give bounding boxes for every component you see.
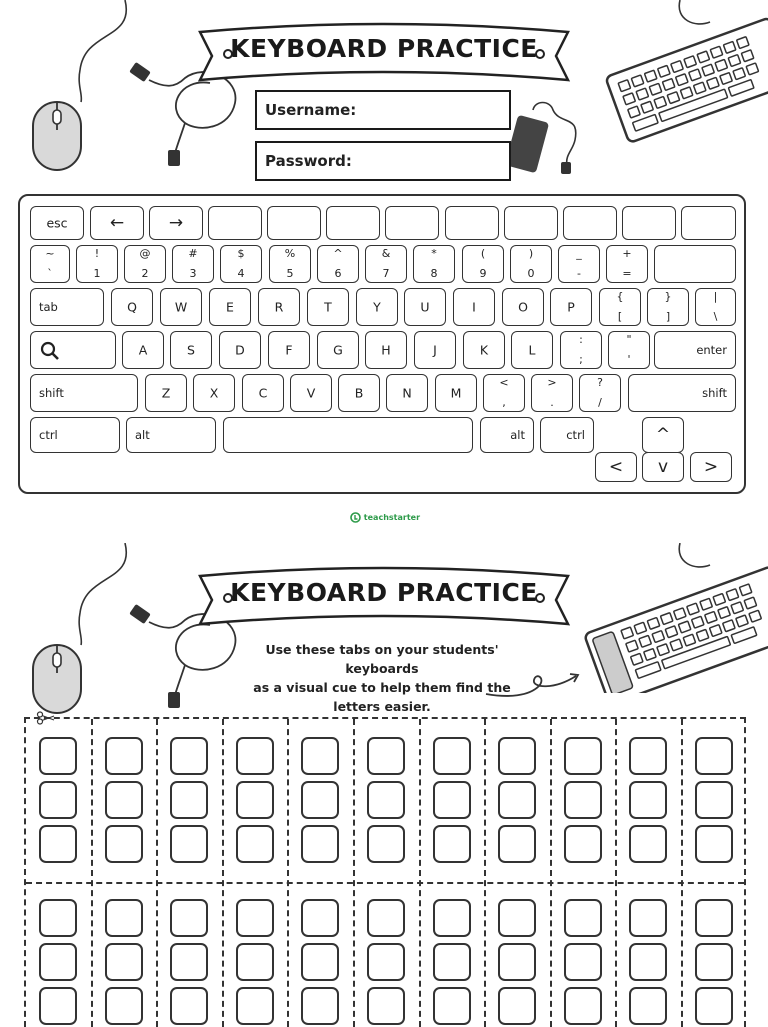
key-label: 4 [237,267,245,280]
key-label: 6 [334,267,342,280]
key-label: 9 [479,267,487,280]
key-label: ← [109,213,125,233]
teachstarter-logo: teachstarter [350,512,420,523]
key-tab-square [105,987,143,1025]
instructions-text: Use these tabs on your students' keyboards as a visual cue to help them find the letters easier. [253,642,511,714]
key-label: ctrl [566,428,585,442]
key-n [386,374,428,412]
key-label: : [579,333,583,346]
key-i [453,288,495,326]
key-tab-square [367,737,405,775]
key-label: R [274,299,284,315]
key-label: B [354,385,364,401]
password-label: Password: [265,152,352,170]
key-7 [365,245,407,283]
key-w [160,288,202,326]
key-lbracket [599,288,641,326]
key-label: F [285,342,293,358]
key-tab-square [629,825,667,863]
key-tab-square [695,987,733,1025]
key-equals [606,245,648,283]
key-f4 [385,206,439,240]
key-period [531,374,573,412]
key-j [414,331,456,369]
key-label: ctrl [39,428,58,442]
key-label: ] [665,310,671,323]
key-label: > [703,457,719,477]
key-tab-square [498,987,536,1025]
key-tab-square [301,943,339,981]
key-label: I [472,299,476,315]
key-label: X [209,385,219,401]
key-backspace [654,245,736,283]
key-tab-square [236,987,274,1025]
cut-line-vertical [615,719,617,1027]
keyboard-illustration-icon-bottom [580,543,768,693]
key-label: Q [127,299,137,315]
key-label: U [420,299,430,315]
key-tab-square [433,899,471,937]
key-tab-square [695,825,733,863]
key-3 [172,245,214,283]
key-tab-square [236,943,274,981]
hard-drive-icon [505,100,585,180]
key-x [193,374,235,412]
key-label: tab [39,300,58,314]
key-search [30,331,116,369]
key-alt-left [126,417,216,453]
key-label: ; [579,353,583,366]
key-backslash [695,288,736,326]
key-tab-square [39,781,77,819]
key-label: - [577,267,581,280]
key-label: W [174,299,188,315]
key-tab-square [564,737,602,775]
key-label: H [381,342,391,358]
key-f3 [326,206,380,240]
key-label: P [567,299,575,315]
key-tab-square [629,899,667,937]
key-label: 8 [430,267,438,280]
key-tab-square [695,781,733,819]
password-field[interactable] [255,141,511,181]
key-tab-square [564,987,602,1025]
key-label: enter [696,343,727,357]
key-tab-square [39,825,77,863]
key-f [268,331,310,369]
key-label: Y [373,299,381,315]
key-label: J [433,342,437,358]
key-enter [654,331,736,369]
search-icon [39,340,61,362]
key-tab [30,288,104,326]
key-label: G [333,342,343,358]
key-s [170,331,212,369]
key-label: O [518,299,528,315]
key-tab-square [367,825,405,863]
key-shift-left [30,374,138,412]
key-alt-right [480,417,534,453]
key-f9 [681,206,736,240]
key-q [111,288,153,326]
key-label: * [431,247,437,260]
username-label: Username: [265,101,357,119]
key-d [219,331,261,369]
mouse-icon [25,0,135,175]
key-label: ^ [655,425,671,445]
key-4 [220,245,262,283]
key-tab-square [564,899,602,937]
key-2 [124,245,166,283]
key-label: V [306,385,316,401]
key-label: < [608,457,624,477]
key-label: \ [713,310,718,323]
key-tab-square [695,737,733,775]
key-arrow-down [642,452,684,482]
key-9 [462,245,504,283]
keyboard-illustration-icon [600,0,768,150]
key-tab-square [629,737,667,775]
key-label: ) [528,247,534,260]
key-label: C [258,385,268,401]
key-1 [76,245,118,283]
key-label: 2 [141,267,149,280]
key-f1 [208,206,262,240]
key-tab-square [564,781,602,819]
key-ctrl-left [30,417,120,453]
key-u [404,288,446,326]
key-tab-square [433,943,471,981]
key-label: A [138,342,148,358]
key-b [338,374,380,412]
key-tab-square [564,825,602,863]
key-tab-square [498,825,536,863]
key-label: $ [237,247,245,260]
key-tab-square [367,943,405,981]
key-label: 0 [527,267,535,280]
key-label: 3 [189,267,197,280]
key-arrow-leftb [595,452,637,482]
key-tab-square [367,781,405,819]
key-label: ~ [45,247,55,260]
key-label: K [479,342,489,358]
cut-line-vertical [550,719,552,1027]
key-f6 [504,206,558,240]
key-label: Z [161,385,171,401]
key-label: < [499,376,509,389]
key-tab-square [629,987,667,1025]
key-label: > [547,376,557,389]
key-label: , [502,396,506,409]
key-tab-square [301,899,339,937]
key-label: ? [597,376,603,389]
key-f7 [563,206,617,240]
key-f5 [445,206,499,240]
key-tab-square [105,781,143,819]
key-tab-square [301,987,339,1025]
key-tab-square [236,737,274,775]
key-k [463,331,505,369]
key-arrow-up [642,417,684,453]
cut-line-horizontal [26,882,744,884]
key-r [258,288,300,326]
key-rbracket [647,288,689,326]
key-tab-square [236,781,274,819]
key-tab-square [498,737,536,775]
key-a [122,331,164,369]
cut-line-vertical [222,719,224,1027]
cut-line-vertical [287,719,289,1027]
key-label: / [598,396,602,409]
key-label: L [528,342,536,358]
key-f2 [267,206,321,240]
key-g [317,331,359,369]
key-label: # [188,247,198,260]
key-tab-square [39,987,77,1025]
key-tab-square [170,737,208,775]
key-comma [483,374,525,412]
key-c [242,374,284,412]
key-semicolon [560,331,602,369]
key-tab-square [236,825,274,863]
username-field[interactable] [255,90,511,130]
key-tab-square [367,899,405,937]
key-space [223,417,473,453]
key-arrow-left [90,206,144,240]
key-tab-square [170,781,208,819]
cut-line-vertical [156,719,158,1027]
key-tab-square [498,943,536,981]
key-e [209,288,251,326]
key-label: 7 [382,267,390,280]
key-label: ( [480,247,486,260]
key-tab-square [170,943,208,981]
mouse-icon-bottom [25,543,135,718]
key-label: ` [47,267,53,280]
key-label: 1 [93,267,101,280]
key-label: = [622,267,632,280]
key-label: % [284,247,296,260]
key-label: } [664,290,672,303]
key-tab-square [695,899,733,937]
key-label: shift [702,386,727,400]
key-tab-square [39,737,77,775]
key-tab-square [564,943,602,981]
key-l [511,331,553,369]
key-tab-square [301,825,339,863]
key-tab-square [105,943,143,981]
key-y [356,288,398,326]
key-0 [510,245,552,283]
key-h [365,331,407,369]
key-tab-square [367,987,405,1025]
key-label: S [187,342,195,358]
keyboard-diagram [18,194,746,494]
key-tab-square [170,899,208,937]
key-o [502,288,544,326]
key-label: ^ [333,247,343,260]
key-tab-square [629,943,667,981]
key-arrow-rightb [690,452,732,482]
key-label: + [622,247,632,260]
cut-line-vertical [419,719,421,1027]
key-m [435,374,477,412]
key-tab-square [301,781,339,819]
curly-arrow-icon [484,668,584,700]
key-slash [579,374,621,412]
page-title-bottom: KEYBOARD PRACTICE [230,578,538,607]
key-label: 5 [286,267,294,280]
key-label: @ [139,247,151,260]
key-label: M [450,385,462,401]
key-tab-square [433,737,471,775]
key-tab-square [433,825,471,863]
cut-line-vertical [353,719,355,1027]
key-label: v [657,457,669,477]
key-label: ' [627,353,631,366]
key-label: esc [46,215,68,231]
key-label: { [616,290,624,303]
key-label: & [381,247,391,260]
cut-line-vertical [681,719,683,1027]
key-label: N [402,385,412,401]
key-label: _ [576,247,582,260]
key-v [290,374,332,412]
key-tab-square [433,987,471,1025]
cut-line-vertical [91,719,93,1027]
key-5 [269,245,311,283]
key-label: [ [617,310,623,323]
key-ctrl-right [540,417,594,453]
key-tab-square [170,987,208,1025]
key-label: shift [39,386,64,400]
key-label: | [713,290,718,303]
key-8 [413,245,455,283]
key-tab-square [105,737,143,775]
key-f8 [622,206,676,240]
key-label: ! [94,247,100,260]
key-tab-square [170,825,208,863]
key-tab-square [695,943,733,981]
key-tab-square [236,899,274,937]
key-tab-square [629,781,667,819]
key-quote [608,331,650,369]
key-p [550,288,592,326]
key-t [307,288,349,326]
key-label: → [168,213,184,233]
key-tab-square [39,943,77,981]
page-title: KEYBOARD PRACTICE [230,34,538,63]
key-shift-right [628,374,736,412]
key-tab-square [433,781,471,819]
key-label: alt [510,428,525,442]
cut-line-vertical [484,719,486,1027]
key-minus [558,245,600,283]
key-tab-square [105,825,143,863]
key-tab-square [301,737,339,775]
key-label: . [550,396,554,409]
key-tab-square [498,781,536,819]
key-tab-square [39,899,77,937]
key-label: E [226,299,234,315]
key-tab-square [105,899,143,937]
key-arrow-right [149,206,203,240]
cut-out-tabs-grid [24,717,746,1027]
key-label: alt [135,428,150,442]
key-label: " [626,333,632,346]
key-6 [317,245,359,283]
key-tab-square [498,899,536,937]
key-tilde [30,245,70,283]
key-esc [30,206,84,240]
key-label: D [235,342,245,358]
key-label: T [324,299,332,315]
key-z [145,374,187,412]
